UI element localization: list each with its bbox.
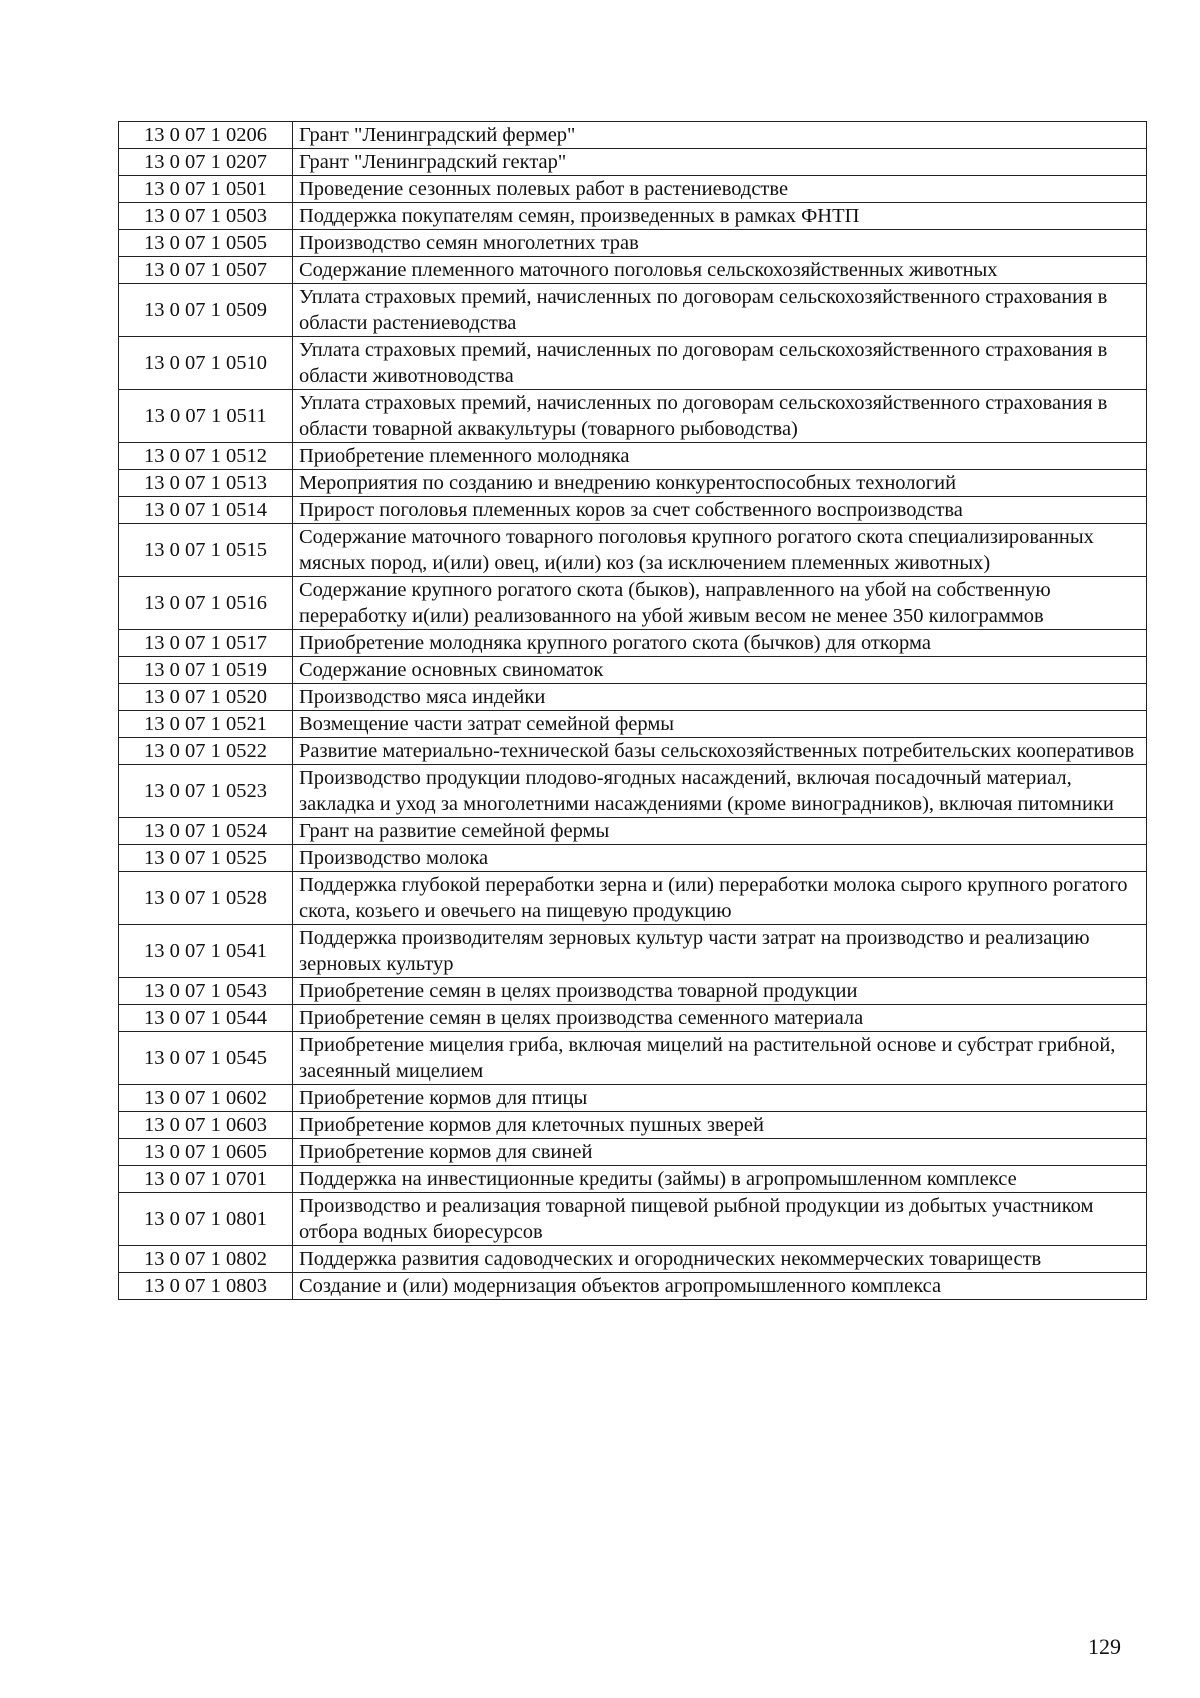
- code-cell: 13 0 07 1 0510: [119, 337, 293, 390]
- description-cell: Содержание основных свиноматок: [293, 657, 1147, 684]
- code-cell: 13 0 07 1 0525: [119, 845, 293, 872]
- table-row: [119, 524, 1147, 577]
- description-cell: Содержание крупного рогатого скота (быков), направленного на убой на собственную переработку и(или) реализованного на убой живым весом не менее 350 килограммов: [293, 577, 1147, 630]
- code-cell: 13 0 07 1 0545: [119, 1032, 293, 1085]
- description-cell: Поддержка развития садоводческих и огороднических некоммерческих товариществ: [293, 1246, 1147, 1273]
- code-cell: 13 0 07 1 0524: [119, 818, 293, 845]
- table-row: [119, 230, 1147, 257]
- table-row: [119, 122, 1147, 149]
- table-row: [119, 711, 1147, 738]
- code-cell: 13 0 07 1 0512: [119, 443, 293, 470]
- code-cell: 13 0 07 1 0521: [119, 711, 293, 738]
- code-cell: 13 0 07 1 0801: [119, 1193, 293, 1246]
- code-cell: 13 0 07 1 0528: [119, 872, 293, 925]
- code-cell: 13 0 07 1 0802: [119, 1246, 293, 1273]
- description-cell: Прирост поголовья племенных коров за счет собственного воспроизводства: [293, 497, 1147, 524]
- code-cell: 13 0 07 1 0516: [119, 577, 293, 630]
- code-cell: 13 0 07 1 0544: [119, 1005, 293, 1032]
- code-cell: 13 0 07 1 0519: [119, 657, 293, 684]
- description-cell: Уплата страховых премий, начисленных по договорам сельскохозяйственного страхования в области животноводства: [293, 337, 1147, 390]
- description-cell: Производство и реализация товарной пищевой рыбной продукции из добытых участником отбора водных биоресурсов: [293, 1193, 1147, 1246]
- description-cell: Проведение сезонных полевых работ в растениеводстве: [293, 176, 1147, 203]
- table-row: [119, 818, 1147, 845]
- code-cell: 13 0 07 1 0206: [119, 122, 293, 149]
- description-cell: Уплата страховых премий, начисленных по договорам сельскохозяйственного страхования в области товарной аквакультуры (товарного рыбоводства): [293, 390, 1147, 443]
- description-cell: Приобретение семян в целях производства семенного материала: [293, 1005, 1147, 1032]
- code-cell: 13 0 07 1 0507: [119, 257, 293, 284]
- table-row: [119, 845, 1147, 872]
- table-row: [119, 149, 1147, 176]
- table-row: [119, 257, 1147, 284]
- code-cell: 13 0 07 1 0803: [119, 1273, 293, 1300]
- code-cell: 13 0 07 1 0517: [119, 630, 293, 657]
- table-row: [119, 203, 1147, 230]
- description-cell: Приобретение кормов для птицы: [293, 1085, 1147, 1112]
- description-cell: Мероприятия по созданию и внедрению конкурентоспособных технологий: [293, 470, 1147, 497]
- table-row: [119, 872, 1147, 925]
- code-cell: 13 0 07 1 0511: [119, 390, 293, 443]
- table-row: [119, 925, 1147, 978]
- table-row: [119, 1139, 1147, 1166]
- table-row: [119, 577, 1147, 630]
- table-row: [119, 1246, 1147, 1273]
- code-cell: 13 0 07 1 0523: [119, 765, 293, 818]
- description-cell: Поддержка покупателям семян, произведенных в рамках ФНТП: [293, 203, 1147, 230]
- table-row: [119, 1193, 1147, 1246]
- description-cell: Приобретение племенного молодняка: [293, 443, 1147, 470]
- description-cell: Производство семян многолетних трав: [293, 230, 1147, 257]
- code-cell: 13 0 07 1 0603: [119, 1112, 293, 1139]
- table-row: [119, 1166, 1147, 1193]
- table-row: [119, 470, 1147, 497]
- description-cell: Поддержка производителям зерновых культур части затрат на производство и реализацию зерновых культур: [293, 925, 1147, 978]
- code-cell: 13 0 07 1 0505: [119, 230, 293, 257]
- page-number: 129: [1088, 1634, 1121, 1659]
- description-cell: Приобретение кормов для свиней: [293, 1139, 1147, 1166]
- code-cell: 13 0 07 1 0501: [119, 176, 293, 203]
- description-cell: Производство продукции плодово-ягодных насаждений, включая посадочный материал, закладка и уход за многолетними насаждениями (кроме виноградников), включая питомники: [293, 765, 1147, 818]
- table-row: [119, 284, 1147, 337]
- description-cell: Создание и (или) модернизация объектов агропромышленного комплекса: [293, 1273, 1147, 1300]
- description-cell: Грант "Ленинградский гектар": [293, 149, 1147, 176]
- description-cell: Поддержка на инвестиционные кредиты (займы) в агропромышленном комплексе: [293, 1166, 1147, 1193]
- table-row: [119, 443, 1147, 470]
- code-cell: 13 0 07 1 0509: [119, 284, 293, 337]
- table-row: [119, 1032, 1147, 1085]
- table-row: [119, 497, 1147, 524]
- table-row: [119, 1112, 1147, 1139]
- table-row: [119, 765, 1147, 818]
- description-cell: Грант "Ленинградский фермер": [293, 122, 1147, 149]
- table-row: [119, 657, 1147, 684]
- description-cell: Возмещение части затрат семейной фермы: [293, 711, 1147, 738]
- code-cell: 13 0 07 1 0602: [119, 1085, 293, 1112]
- description-cell: Содержание племенного маточного поголовья сельскохозяйственных животных: [293, 257, 1147, 284]
- code-cell: 13 0 07 1 0543: [119, 978, 293, 1005]
- budget-codes-table: [118, 121, 1147, 1300]
- code-cell: 13 0 07 1 0520: [119, 684, 293, 711]
- code-cell: 13 0 07 1 0207: [119, 149, 293, 176]
- table-row: [119, 390, 1147, 443]
- code-cell: 13 0 07 1 0514: [119, 497, 293, 524]
- description-cell: Приобретение семян в целях производства товарной продукции: [293, 978, 1147, 1005]
- table-row: [119, 1085, 1147, 1112]
- table-row: [119, 978, 1147, 1005]
- code-cell: 13 0 07 1 0515: [119, 524, 293, 577]
- table-row: [119, 738, 1147, 765]
- description-cell: Производство молока: [293, 845, 1147, 872]
- code-cell: 13 0 07 1 0513: [119, 470, 293, 497]
- code-cell: 13 0 07 1 0522: [119, 738, 293, 765]
- description-cell: Приобретение молодняка крупного рогатого скота (бычков) для откорма: [293, 630, 1147, 657]
- code-cell: 13 0 07 1 0541: [119, 925, 293, 978]
- code-cell: 13 0 07 1 0701: [119, 1166, 293, 1193]
- table-row: [119, 1005, 1147, 1032]
- table-body: [119, 122, 1147, 1300]
- description-cell: Приобретение кормов для клеточных пушных зверей: [293, 1112, 1147, 1139]
- description-cell: Грант на развитие семейной фермы: [293, 818, 1147, 845]
- table-row: [119, 684, 1147, 711]
- description-cell: Производство мяса индейки: [293, 684, 1147, 711]
- table-row: [119, 176, 1147, 203]
- table-row: [119, 630, 1147, 657]
- table-row: [119, 1273, 1147, 1300]
- description-cell: Развитие материально-технической базы сельскохозяйственных потребительских кооперативов: [293, 738, 1147, 765]
- description-cell: Поддержка глубокой переработки зерна и (или) переработки молока сырого крупного рогатого скота, козьего и овечьего на пищевую продукцию: [293, 872, 1147, 925]
- code-cell: 13 0 07 1 0503: [119, 203, 293, 230]
- table-row: [119, 337, 1147, 390]
- code-cell: 13 0 07 1 0605: [119, 1139, 293, 1166]
- description-cell: Приобретение мицелия гриба, включая мицелий на растительной основе и субстрат грибной, засеянный мицелием: [293, 1032, 1147, 1085]
- description-cell: Уплата страховых премий, начисленных по договорам сельскохозяйственного страхования в области растениеводства: [293, 284, 1147, 337]
- description-cell: Содержание маточного товарного поголовья крупного рогатого скота специализированных мясных пород, и(или) овец, и(или) коз (за исключением племенных животных): [293, 524, 1147, 577]
